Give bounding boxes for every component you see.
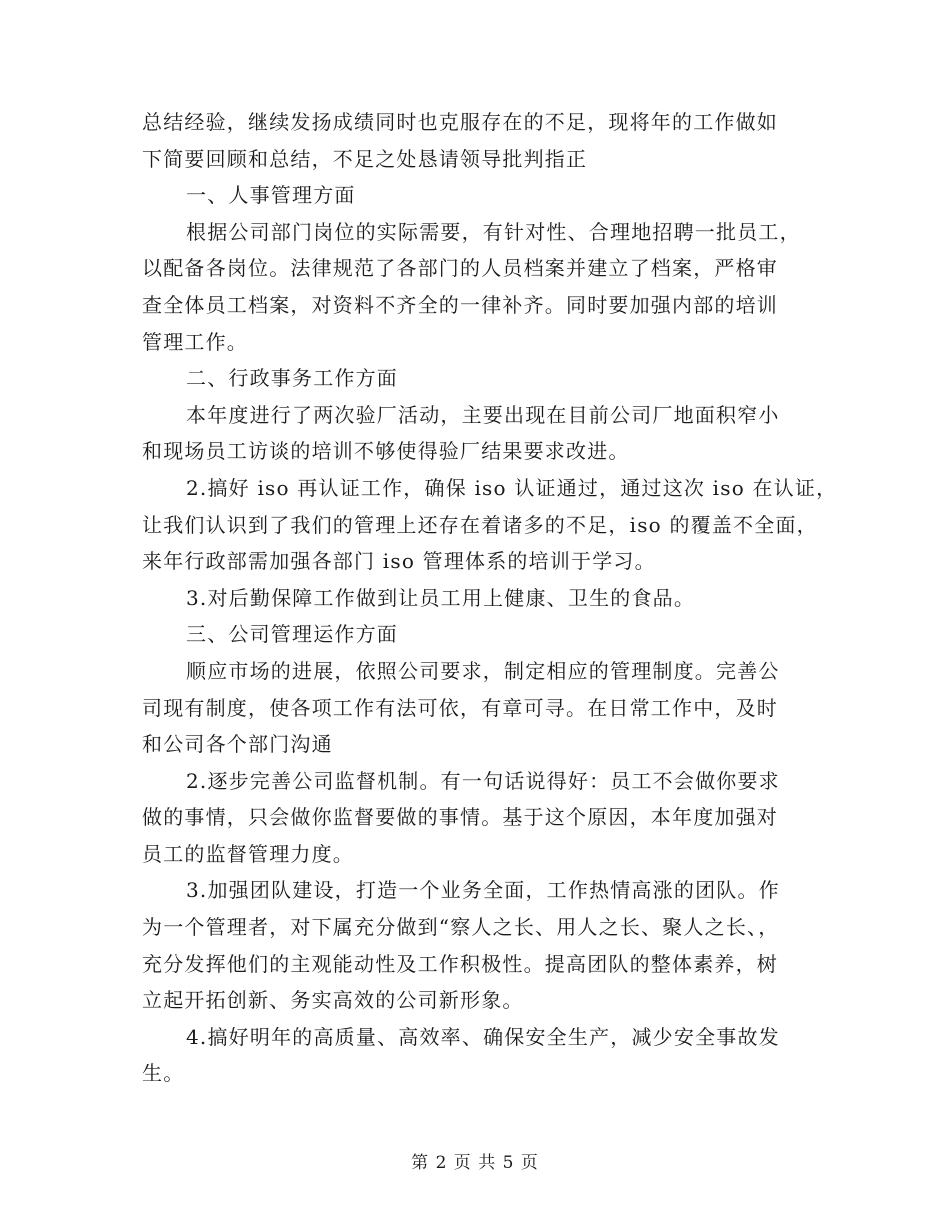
document-line: 根据公司部门岗位的实际需要，有针对性、合理地招聘一批员工， xyxy=(186,219,801,244)
document-line: 3.对后勤保障工作做到让员工用上健康、卫生的食品。 xyxy=(186,585,696,610)
document-line: 充分发挥他们的主观能动性及工作积极性。提高团队的整体素养，树 xyxy=(142,951,778,976)
document-line: 2.逐步完善公司监督机制。有一句话说得好：员工不会做你要求 xyxy=(186,768,780,793)
document-line: 本年度进行了两次验厂活动，主要出现在目前公司厂地面积窄小 xyxy=(186,402,780,427)
document-line: 让我们认识到了我们的管理上还存在着诸多的不足，iso 的覆盖不全面， xyxy=(142,512,818,537)
document-line: 二、行政事务工作方面 xyxy=(186,366,398,391)
document-line: 总结经验，继续发扬成绩同时也克服存在的不足，现将年的工作做如 xyxy=(142,110,778,134)
document-line: 司现有制度，使各项工作有法可依，有章可寻。在日常工作中，及时 xyxy=(142,695,778,720)
document-line: 管理工作。 xyxy=(142,329,248,354)
document-line: 和现场员工访谈的培训不够使得验厂结果要求改进。 xyxy=(142,439,630,464)
document-line: 以配备各岗位。法律规范了各部门的人员档案并建立了档案，严格审 xyxy=(142,256,778,281)
document-line: 顺应市场的进展，依照公司要求，制定相应的管理制度。完善公 xyxy=(186,658,780,683)
document-line: 员工的监督管理力度。 xyxy=(142,841,354,866)
document-line: 三、公司管理运作方面 xyxy=(186,622,398,647)
document-body xyxy=(142,104,838,1092)
document-line: 4.搞好明年的高质量、高效率、确保安全生产，减少安全事故发 xyxy=(186,1024,780,1049)
document-line: 为一个管理者，对下属充分做到“察人之长、用人之长、聚人之长、， xyxy=(142,915,780,940)
document-line: 2.搞好 iso 再认证工作，确保 iso 认证通过，通过这次 iso 在认证， xyxy=(186,475,838,500)
document-line: 查全体员工档案，对资料不齐全的一律补齐。同时要加强内部的培训 xyxy=(142,292,778,317)
document-line: 3.加强团队建设，打造一个业务全面，工作热情高涨的团队。作 xyxy=(186,878,780,903)
document-line: 来年行政部需加强各部门 iso 管理体系的培训于学习。 xyxy=(142,549,656,574)
document-line: 和公司各个部门沟通 xyxy=(142,732,333,757)
document-line: 一、人事管理方面 xyxy=(186,183,356,208)
document-line: 生。 xyxy=(142,1061,185,1086)
document-line: 下简要回顾和总结，不足之处恳请领导批判指正 xyxy=(142,146,588,171)
document-line: 做的事情，只会做你监督要做的事情。基于这个原因，本年度加强对 xyxy=(142,805,778,830)
document-line: 立起开拓创新、务实高效的公司新形象。 xyxy=(142,988,524,1013)
page-number-footer: 第 2 页 共 5 页 xyxy=(411,1153,539,1173)
